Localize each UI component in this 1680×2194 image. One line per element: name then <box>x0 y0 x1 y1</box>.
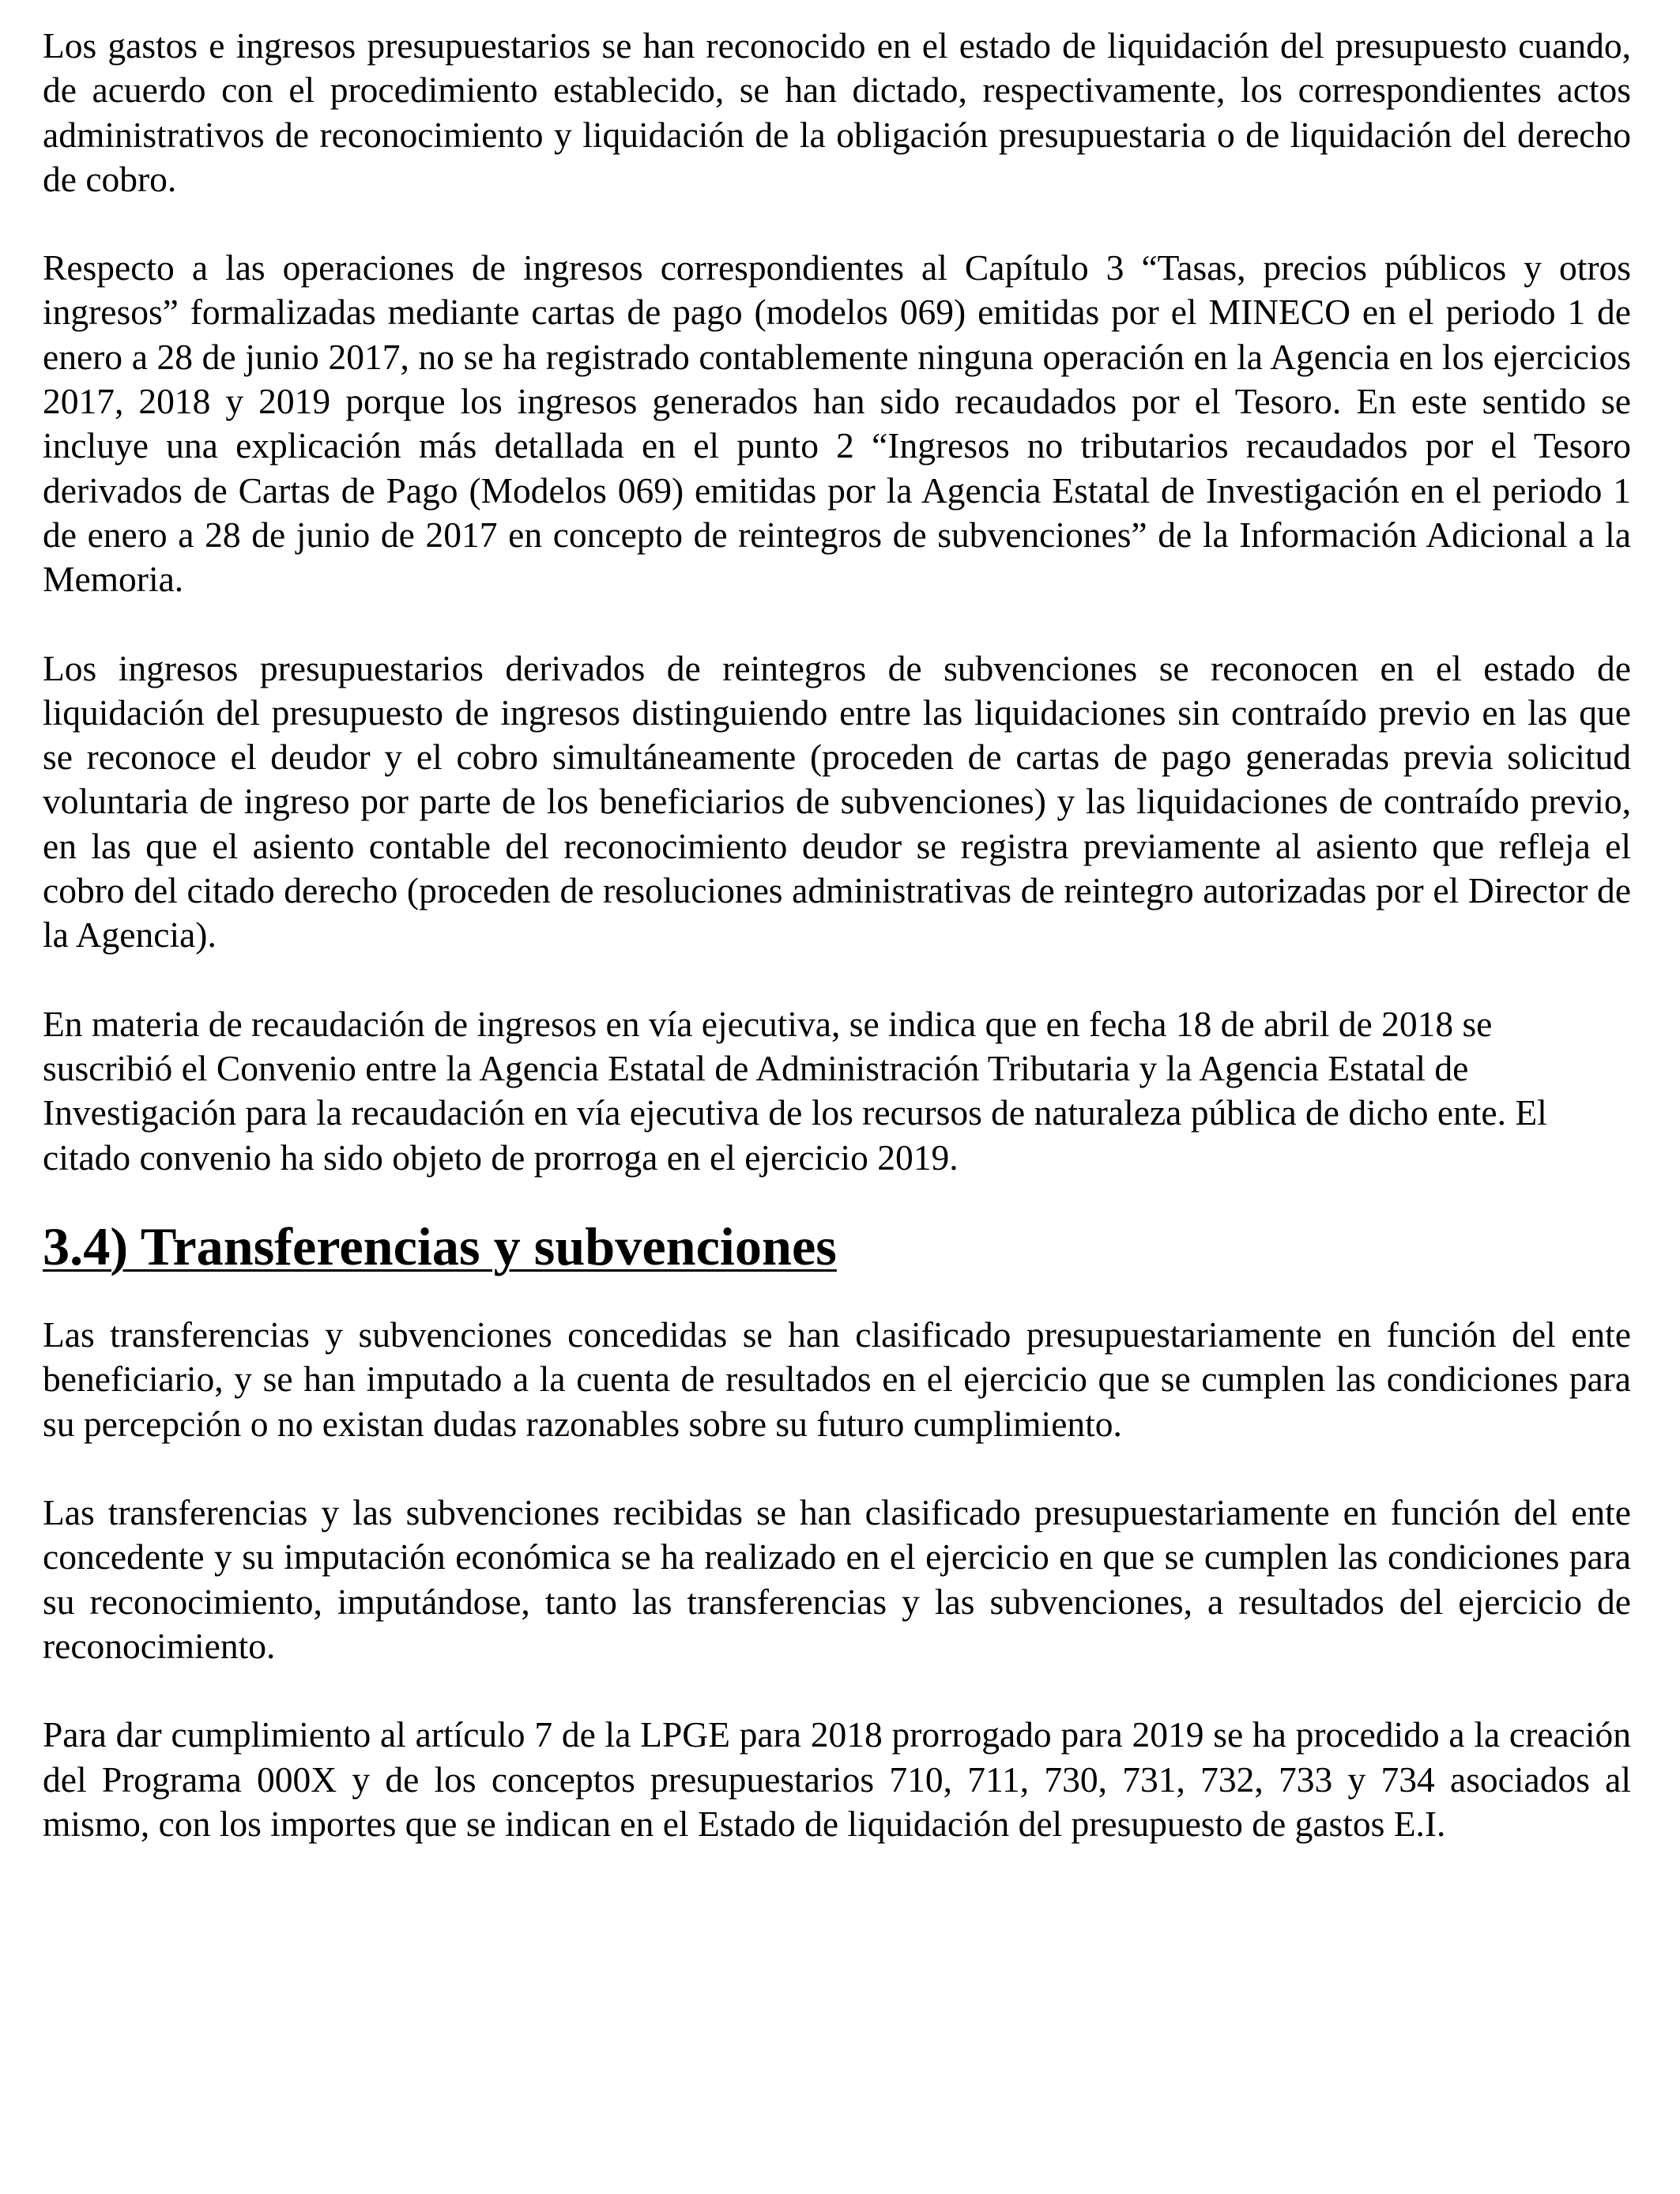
paragraph-program-000x: Para dar cumplimiento al artículo 7 de la LPGE para 2018 prorrogado para 2019 se ha procedido a la creación del Programa 000X y de los conceptos presupuestarios 710, 711, 730, 731, 732, 733 y 734 asociados al mismo, con los importes que se indican en el Estado de liquidación del presupuesto de gastos E.I. <box>43 1714 1631 1844</box>
document-page <box>43 24 1631 1891</box>
section-heading: 3.4) Transferencias y subvenciones <box>43 1216 837 1276</box>
paragraph-budget-recognition: Los gastos e ingresos presupuestarios se han reconocido en el estado de liquidación del presupuesto cuando, de acuerdo con el procedimiento establecido, se han dictado, respectivamente, los correspondientes actos administrativos de reconocimiento y liquidación de la obligación presupuestaria o de liquidación del derecho de cobro. <box>43 25 1631 199</box>
paragraph-subsidy-refunds: Los ingresos presupuestarios derivados de reintegros de subvenciones se reconocen en el estado de liquidación del presupuesto de ingresos distinguiendo entre las liquidaciones sin contraído previo en las que se reconoce el deudor y el cobro simultáneamente (proceden de cartas de pago generadas previa solicitud voluntaria de ingreso por parte de los beneficiarios de subvenciones) y las liquidaciones de contraído previo, en las que el asiento contable del reconocimiento deudor se registra previamente al asiento que refleja el cobro del citado derecho (proceden de resoluciones administrativas de reintegro autorizadas por el Director de la Agencia). <box>43 647 1631 956</box>
paragraph-enforced-collection: En materia de recaudación de ingresos en vía ejecutiva, se indica que en fecha 18 de abril de 2018 se suscribió el Convenio entre la Agencia Estatal de Administración Tributaria y la Agencia Estatal de Investigación para la recaudación en vía ejecutiva de los recursos de naturaleza pública de dicho ente. El citado convenio ha sido objeto de prorroga en el ejercicio 2019. <box>43 1003 1547 1178</box>
paragraph-chapter3-income: Respecto a las operaciones de ingresos correspondientes al Capítulo 3 “Tasas, precios públicos y otros ingresos” formalizadas mediante cartas de pago (modelos 069) emitidas por el MINECO en el periodo 1 de enero a 28 de junio 2017, no se ha registrado contablemente ninguna operación en la Agencia en los ejercicios 2017, 2018 y 2019 porque los ingresos generados han sido recaudados por el Tesoro. En este sentido se incluye una explicación más detallada en el punto 2 “Ingresos no tributarios recaudados por el Tesoro derivados de Cartas de Pago (Modelos 069) emitidas por la Agencia Estatal de Investigación en el periodo 1 de enero a 28 de junio de 2017 en concepto de reintegros de subvenciones” de la Información Adicional a la Memoria. <box>43 247 1631 600</box>
paragraph-received-transfers: Las transferencias y las subvenciones recibidas se han clasificado presupuestariamente en función del ente concedente y su imputación económica se ha realizado en el ejercicio en que se cumplen las condiciones para su reconocimiento, imputándose, tanto las transferencias y las subvenciones, a resultados del ejercicio de reconocimiento. <box>43 1492 1631 1666</box>
paragraph-granted-transfers: Las transferencias y subvenciones concedidas se han clasificado presupuestariamente en función del ente beneficiario, y se han imputado a la cuenta de resultados en el ejercicio que se cumplen las condiciones para su percepción o no existan dudas razonables sobre su futuro cumplimiento. <box>43 1314 1631 1444</box>
